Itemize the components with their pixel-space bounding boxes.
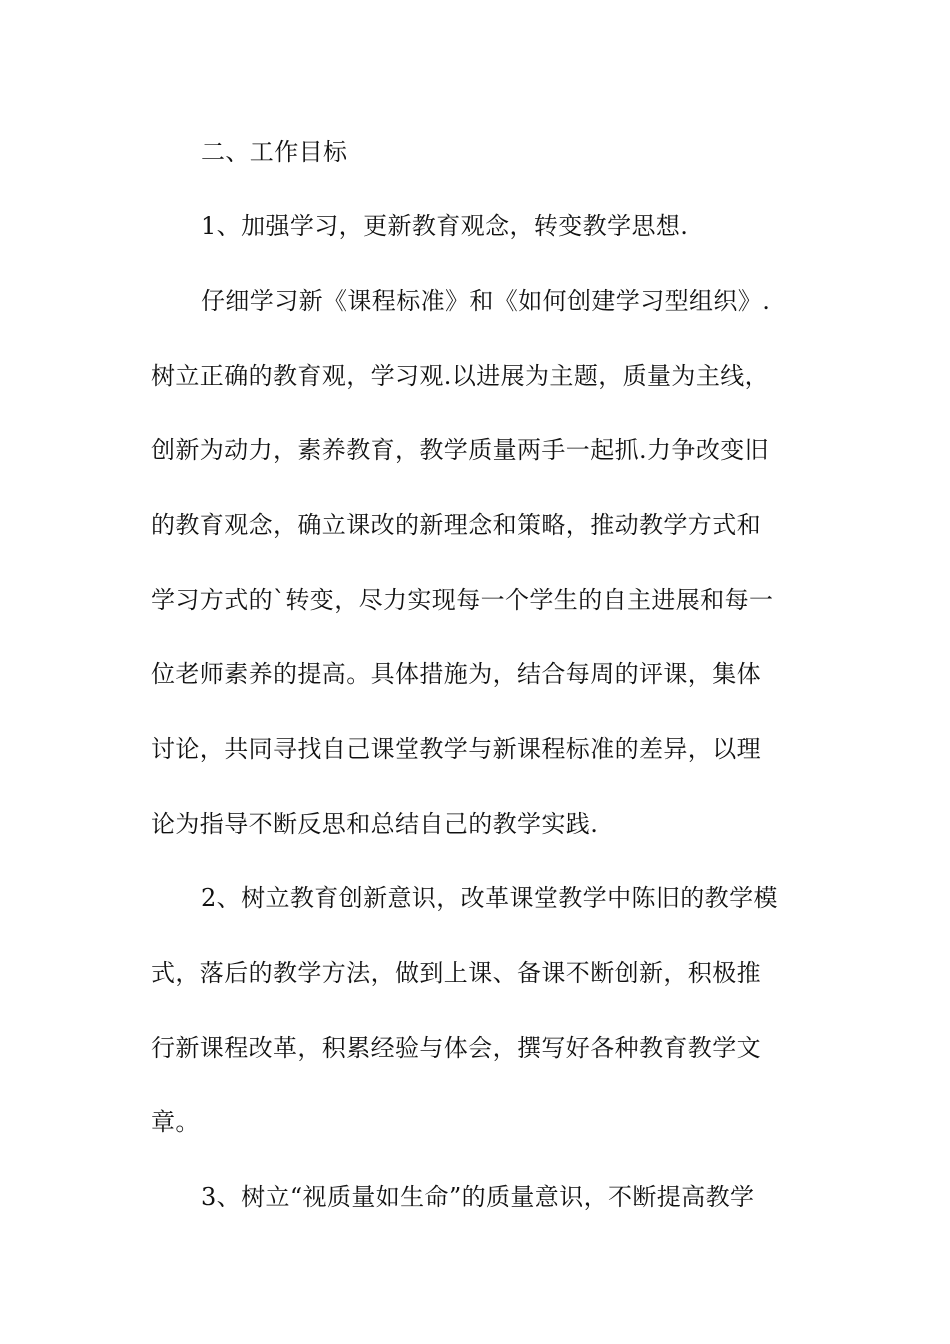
paragraph-line: 创新为动力，素养教育，教学质量两手一起抓.力争改变旧: [151, 436, 770, 464]
paragraph-line: 仔细学习新《课程标准》和《如何创建学习型组织》.: [201, 287, 771, 315]
paragraph-line: 讨论，共同寻找自己课堂教学与新课程标准的差异，以理: [151, 735, 761, 763]
goal-1-title: 1、加强学习，更新教育观念，转变教学思想.: [201, 212, 689, 240]
section-heading: 二、工作目标: [201, 138, 348, 166]
goal-3-line: 3、树立“视质量如生命”的质量意识，不断提高教学: [201, 1183, 755, 1211]
paragraph-line: 位老师素养的提高。具体措施为，结合每周的评课，集体: [151, 660, 761, 688]
paragraph-line: 行新课程改革，积累经验与体会，撰写好各种教育教学文: [151, 1034, 761, 1062]
paragraph-line: 学习方式的`转变，尽力实现每一个学生的自主进展和每一: [151, 586, 774, 614]
paragraph-line: 论为指导不断反思和总结自己的教学实践.: [151, 810, 599, 838]
paragraph-line: 的教育观念，确立课改的新理念和策略，推动教学方式和: [151, 511, 761, 539]
paragraph-line: 章。: [151, 1108, 200, 1136]
goal-2-line: 2、树立教育创新意识，改革课堂教学中陈旧的教学模: [201, 884, 778, 912]
paragraph-line: 式，落后的教学方法，做到上课、备课不断创新，积极推: [151, 959, 761, 987]
paragraph-line: 树立正确的教育观，学习观.以进展为主题，质量为主线，: [151, 362, 770, 390]
